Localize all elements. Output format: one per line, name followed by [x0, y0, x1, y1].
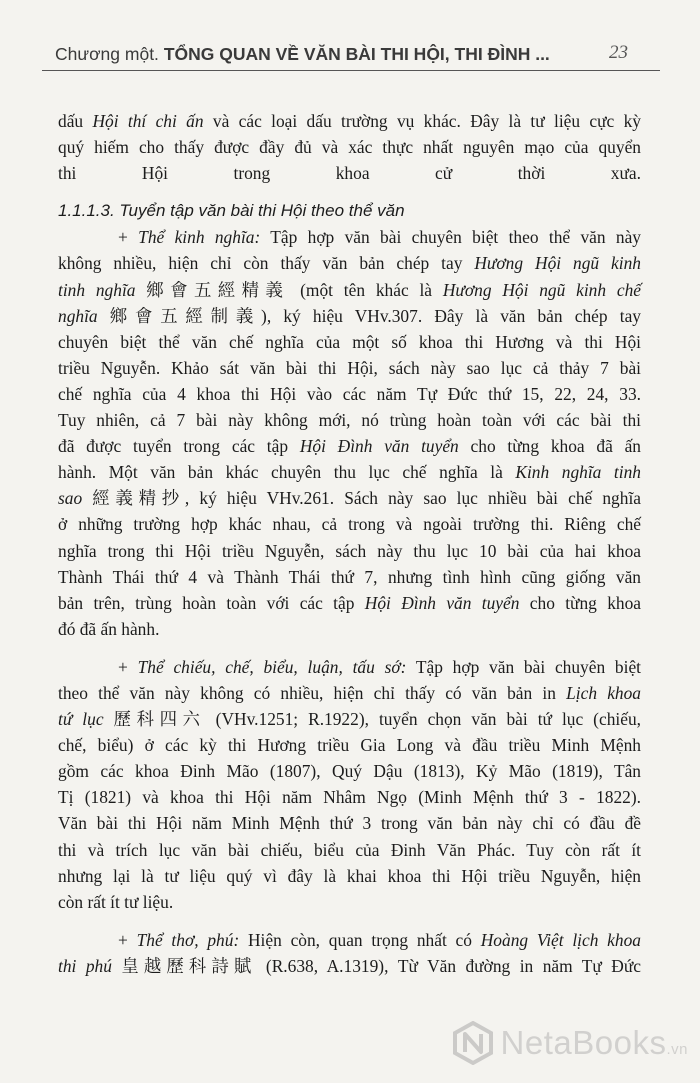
- italic-span: Hương Hội ngũ kinh: [474, 253, 641, 274]
- header-rule: [42, 70, 660, 71]
- text-line: + Thể thơ, phú: Hiện còn, quan trọng nhất có Hoàng Việt lịch khoa: [118, 929, 641, 950]
- chapter-prefix: Chương một.: [55, 44, 159, 64]
- watermark-logo: [451, 1021, 688, 1065]
- text-line: theo thể văn này không có nhiều, hiện chỉ thấy có văn bản in Lịch khoa: [58, 682, 641, 703]
- italic-span: sao: [58, 488, 83, 509]
- text-line: tinh nghĩa 鄉會五經精義 (một tên khác là Hương Hội ngũ kinh chế: [58, 279, 641, 300]
- text-line: chuyên biệt thể văn chế nghĩa của một số khoa thi Hương và thi Hội: [58, 331, 641, 352]
- text-line: dấu Hội thí chi ấn và các loại dấu trường vụ khác. Đây là tư liệu cực kỳ: [58, 111, 641, 131]
- chapter-title: TỔNG QUAN VỀ VĂN BÀI THI HỘI, THI ĐÌNH ...: [163, 44, 550, 64]
- text-line: chế, biểu) ở các kỳ thi Hương triều Gia Long và đầu triều Minh Mệnh: [58, 735, 641, 756]
- page-header: [0, 0, 700, 72]
- watermark-text: [501, 1024, 688, 1062]
- text-line: gồm các khoa Đinh Mão (1807), Quý Dậu (1813), Kỷ Mão (1819), Tân: [58, 761, 641, 782]
- text-line: sao 經義精抄, ký hiệu VHv.261. Sách này sao lục nhiều bài chế nghĩa: [58, 488, 641, 509]
- text-line: tứ lục 歷科四六 (VHv.1251; R.1922), tuyển chọn văn bài tứ lục (chiếu,: [58, 709, 641, 730]
- text-line: triều Nguyễn. Khảo sát văn bài thi Hội, sách này sao lục cả thảy 7 bài: [58, 357, 641, 378]
- italic-span: Thể thơ, phú:: [136, 929, 240, 950]
- text-line: còn rất ít tư liệu.: [58, 891, 174, 912]
- italic-span: tứ lục: [58, 709, 104, 730]
- text-line: chế nghĩa của 4 khoa thi Hội vào các năm Tự Đức thứ 15, 22, 24, 33.: [58, 383, 641, 404]
- running-head: [55, 44, 550, 65]
- text-line: thi phú 皇越歷科詩賦 (R.638, A.1319), Từ Văn đường in năm Tự Đức: [58, 955, 641, 976]
- text-line: + Thể chiếu, chế, biểu, luận, tấu sớ: Tập hợp văn bài chuyên biệt: [118, 656, 642, 677]
- italic-span: tinh nghĩa: [58, 279, 136, 300]
- text-line: nghĩa 鄉會五經制義), ký hiệu VHv.307. Đây là văn bản chép tay: [58, 305, 641, 326]
- italic-span: Kinh nghĩa tinh: [515, 462, 641, 483]
- italic-span: Hoàng Việt lịch khoa: [480, 929, 641, 950]
- text-line: + Thể kinh nghĩa: Tập hợp văn bài chuyên biệt theo thể văn này: [118, 227, 642, 248]
- section-heading: 1.1.1.3. Tuyển tập văn bài thi Hội theo thể văn: [58, 201, 405, 221]
- italic-span: Hội Đình văn tuyển: [364, 592, 520, 613]
- paragraph-gap: [58, 915, 641, 927]
- italic-span: Hương Hội ngũ kinh chế: [442, 279, 641, 300]
- text-line: thi Hội trong khoa cử thời xưa.: [58, 163, 641, 184]
- text-line: ở những trường hợp khác nhau, cả trong và ngoài trường thi. Riêng chế: [58, 514, 641, 535]
- paragraph-gap: [58, 186, 641, 198]
- text-line: đó đã ấn hành.: [58, 618, 160, 639]
- text-line: hành. Một văn bản khác chuyên thu lục chế nghĩa là Kinh nghĩa tinh: [58, 462, 641, 483]
- text-line: bản trên, trùng hoàn toàn với các tập Hội Đình văn tuyển cho từng khoa: [58, 592, 642, 613]
- text-line: không nhiều, hiện chỉ còn thấy văn bản chép tay Hương Hội ngũ kinh: [58, 253, 641, 274]
- italic-span: Lịch khoa: [566, 682, 641, 703]
- netabooks-logo-icon: [451, 1021, 495, 1065]
- text-line: nghĩa trong thi Hội triều Nguyễn, sách này thu lục 10 bài của hai khoa: [58, 540, 641, 561]
- italic-span: Hội Đình văn tuyển: [299, 436, 459, 457]
- paragraph-gap: [58, 642, 641, 654]
- italic-span: Thể kinh nghĩa:: [138, 227, 261, 248]
- body-text: [58, 108, 641, 979]
- page-number: 23: [609, 42, 628, 63]
- text-line: Tuy nhiên, cả 7 bài này không mới, nó trùng hoàn toàn với các bài thi: [58, 410, 641, 431]
- text-line: nhưng lại là tư liệu quý vì đây là khai khoa thi Hội triều Nguyễn, hiện: [58, 865, 641, 886]
- watermark-suffix: .vn: [666, 1041, 688, 1058]
- watermark-brand: NetaBooks: [500, 1024, 667, 1061]
- text-line: Văn bài thi Hội năm Minh Mệnh thứ 3 trong văn bản này chỉ có đầu đề: [58, 813, 641, 834]
- italic-span: Hội thí chi ấn: [92, 111, 204, 131]
- text-line: đã được tuyển trong các tập Hội Đình văn tuyển cho từng khoa đã ấn: [58, 436, 641, 457]
- text-line: thi và trích lục văn bài chiếu, biểu của Đinh Văn Phác. Tuy còn rất ít: [58, 839, 641, 860]
- italic-span: Thể chiếu, chế, biểu, luận, tấu sớ:: [137, 656, 407, 677]
- italic-span: thi phú: [58, 955, 112, 976]
- text-line: Tị (1821) và khoa thi Hội năm Nhâm Ngọ (Minh Mệnh thứ 3 - 1822).: [58, 787, 641, 808]
- italic-span: nghĩa: [58, 305, 98, 326]
- text-line: Thành Thái thứ 4 và Thành Thái thứ 7, nhưng tình hình cũng giống văn: [58, 566, 641, 587]
- text-line: quý hiếm cho thấy được đầy đủ và xác thực nhất nguyên mạo của quyển: [58, 137, 641, 158]
